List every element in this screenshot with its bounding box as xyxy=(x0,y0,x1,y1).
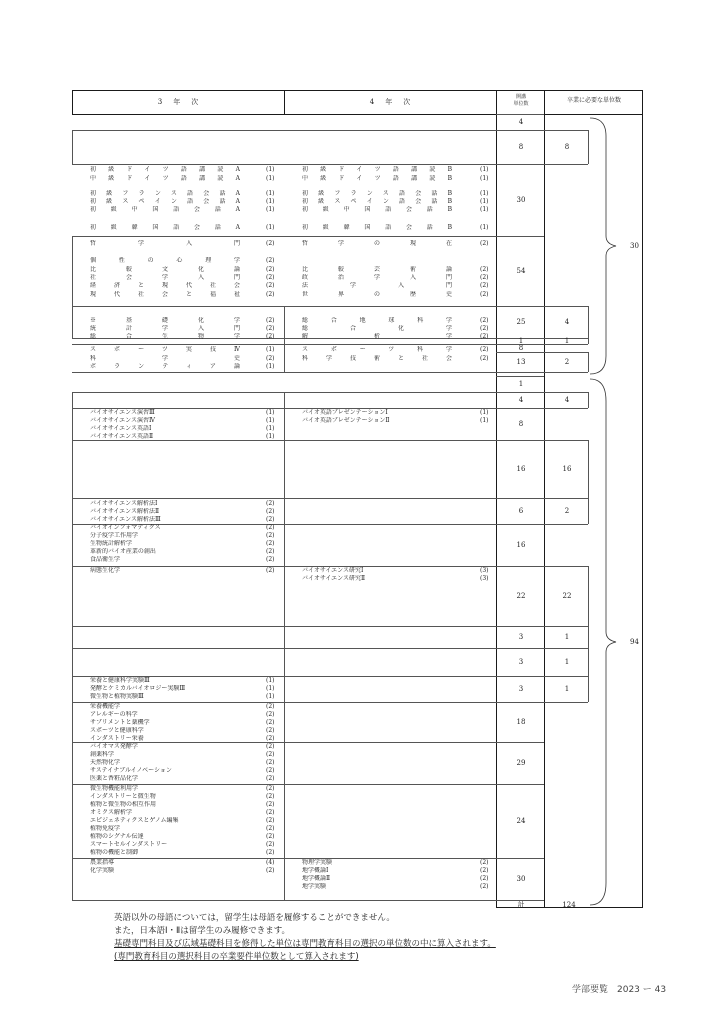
upper-year4-credit: (2) xyxy=(480,317,489,324)
lower-divider-3-4-8 xyxy=(284,676,285,702)
upper-year3-credit: (1) xyxy=(266,198,275,205)
upper-brace-total: 30 xyxy=(630,242,639,250)
upper-divider-3-4 xyxy=(284,306,285,372)
upper-year3-course: 初級韓国語会話A xyxy=(90,224,240,231)
lower-year3-course: 栄養と健康科学実験Ⅲ xyxy=(90,677,150,684)
upper-required-box-top-1 xyxy=(544,306,588,307)
upper-year3-credit: (2) xyxy=(266,282,275,289)
lower-credits-offered: 1 xyxy=(518,379,524,388)
lower-year3-credit: (1) xyxy=(266,409,275,416)
upper-year4-course: 法学入門 xyxy=(302,282,452,289)
lower-required-box-top-2 xyxy=(544,498,588,499)
lower-year3-course: バイオサイエンス解析法Ⅰ xyxy=(90,500,158,507)
upper-year3-course: 初級フランス語会話A xyxy=(90,190,240,197)
upper-year3-credit: (2) xyxy=(266,355,275,362)
lower-year3-credit: (2) xyxy=(266,727,275,734)
lower-year3-credit: (2) xyxy=(266,711,275,718)
lower-divider-3-4-0 xyxy=(284,392,285,408)
upper-block-bottom xyxy=(72,372,496,373)
lower-credits-offered: 16 xyxy=(516,540,526,549)
upper-year4-course: 総合地球科学 xyxy=(302,317,452,324)
lower-frame-left-0 xyxy=(72,392,73,408)
lower-year4-credit: (1) xyxy=(480,409,489,416)
lower-year3-course: 植物の機能と制御 xyxy=(90,849,139,856)
lower-year3-credit: (2) xyxy=(266,809,275,816)
lower-year3-credit: (2) xyxy=(266,751,275,758)
upper-year4-credit: (2) xyxy=(480,266,489,273)
lower-year3-course: 栄養機能学 xyxy=(90,703,121,710)
lower-year3-credit: (2) xyxy=(266,567,275,574)
header-year3: 3 年 次 xyxy=(157,98,201,106)
lower-frame-left-5 xyxy=(72,566,73,626)
lower-frame-left-1 xyxy=(72,408,73,440)
upper-year4-course: 初級フランス語会話B xyxy=(302,190,452,197)
upper-year3-course: ボランティア論 xyxy=(90,363,240,370)
lower-credit-row-line-7 xyxy=(496,626,544,627)
lower-year3-credit: (1) xyxy=(266,417,275,424)
lower-year3-course: 植物のシグナル伝達 xyxy=(90,833,144,840)
upper-credits-offered: 13 xyxy=(516,357,526,366)
upper-credits-offered: 1 xyxy=(518,336,524,345)
upper-year4-course: 比較芸術論 xyxy=(302,266,452,273)
upper-year4-credit: (2) xyxy=(480,274,489,281)
lower-year3-course: スポーツと健康科学 xyxy=(90,727,144,734)
lower-year3-credit: (1) xyxy=(266,693,275,700)
lower-year3-course: 革新的バイオ産業の創出 xyxy=(90,548,156,555)
lower-year4-course: 物理学実験 xyxy=(302,859,333,866)
lower-frame-left-11 xyxy=(72,784,73,858)
upper-year4-course: 政治学入門 xyxy=(302,274,452,281)
lower-credits-offered: 3 xyxy=(518,657,524,666)
lower-required-box-bottom-6 xyxy=(544,702,588,703)
lower-year3-course: 食品衛生学 xyxy=(90,556,121,563)
lower-year4-course: バイオサイエンス研究Ⅰ xyxy=(302,567,364,574)
lower-frame-left-9 xyxy=(72,702,73,742)
lower-credits-required: 22 xyxy=(562,591,572,600)
lower-year3-credit: (2) xyxy=(266,759,275,766)
lower-credits-offered: 29 xyxy=(516,758,526,767)
lower-year3-credit: (2) xyxy=(266,785,275,792)
table-right-border xyxy=(642,90,643,908)
upper-year3-credit: (2) xyxy=(266,266,275,273)
lower-credit-row-line-0 xyxy=(496,376,544,377)
lower-year4-course: バイオ英語プレゼンテーションⅠ xyxy=(302,409,388,416)
upper-year3-credit: (2) xyxy=(266,240,275,247)
lower-year3-credit: (2) xyxy=(266,703,275,710)
lower-year3-course: サステイナブルイノベーション xyxy=(90,767,172,774)
lower-year3-credit: (2) xyxy=(266,548,275,555)
note-line-2: また，日本語Ⅰ・Ⅱは留学生のみ履修できます。 xyxy=(114,926,291,936)
upper-year3-course: 個性の心理学 xyxy=(90,257,240,264)
upper-year3-course: 科学史 xyxy=(90,355,240,362)
lower-required-box-bottom-0 xyxy=(544,408,588,409)
lower-year3-course: エピジェネティクスとゲノム編集 xyxy=(90,817,179,824)
upper-frame-bottom-0 xyxy=(72,164,496,165)
lower-year3-course: オミクス解析学 xyxy=(90,809,132,816)
lower-divider-3-4-4 xyxy=(284,524,285,566)
lower-block-bottom xyxy=(72,900,496,901)
lower-year4-course: バイオサイエンス研究Ⅱ xyxy=(302,575,366,582)
upper-year3-credit: (2) xyxy=(266,291,275,298)
upper-credits-required: 2 xyxy=(564,357,570,366)
lower-divider-3-4-1 xyxy=(284,408,285,440)
lower-credits-offered: 6 xyxy=(518,506,524,515)
lower-year3-course: 農業指導 xyxy=(90,859,115,866)
upper-year4-credit: (1) xyxy=(480,166,489,173)
upper-year3-course: 統計学入門 xyxy=(90,325,240,332)
lower-credits-offered: 22 xyxy=(516,591,526,600)
upper-year3-credit: (1) xyxy=(266,166,275,173)
lower-year3-course: 植物と微生物の相互作用 xyxy=(90,801,157,808)
lower-required-box-top-6 xyxy=(544,676,588,677)
lower-required-box-top-5 xyxy=(544,648,588,649)
lower-credits-required: 1 xyxy=(564,657,570,666)
lower-credit-row-line-11 xyxy=(496,742,544,743)
lower-frame-left-3 xyxy=(72,498,73,524)
lower-frame-left-10 xyxy=(72,742,73,784)
upper-year4-course: 初級ドイツ語講読B xyxy=(302,166,452,173)
upper-frame-left-1 xyxy=(72,236,73,306)
lower-year3-course: 創薬科学 xyxy=(90,751,115,758)
header-credits-required: 卒業に必要な単位数 xyxy=(566,97,621,104)
upper-year3-credit: (2) xyxy=(266,274,275,281)
lower-required-box-top-4 xyxy=(544,626,588,627)
upper-required-box-bottom-0 xyxy=(544,164,588,165)
upper-year4-credit: (1) xyxy=(480,190,489,197)
lower-divider-3-4-3 xyxy=(284,498,285,524)
lower-year3-credit: (2) xyxy=(266,508,275,515)
upper-year3-course: 初級ドイツ語講読A xyxy=(90,166,240,173)
upper-credit-row-line-1 xyxy=(496,130,544,131)
lower-required-box-top-1 xyxy=(544,440,588,441)
lower-year4-credit: (1) xyxy=(480,417,489,424)
header-divider-3-4 xyxy=(284,90,285,114)
upper-year4-course: 初級韓国語会話B xyxy=(302,224,452,231)
upper-year3-course: 哲学入門 xyxy=(90,240,240,247)
lower-year3-credit: (2) xyxy=(266,556,275,563)
lower-year3-credit: (2) xyxy=(266,867,275,874)
lower-year3-credit: (1) xyxy=(266,433,275,440)
lower-year3-course: バイオインフォマティクス xyxy=(90,524,161,531)
upper-frame-top-1 xyxy=(72,236,496,237)
lower-year3-credit: (4) xyxy=(266,859,275,866)
upper-year4-course: 中級ドイツ語講読B xyxy=(302,175,452,182)
lower-credits-required: 1 xyxy=(564,684,570,693)
lower-year3-credit: (2) xyxy=(266,841,275,848)
upper-year4-credit: (1) xyxy=(480,206,489,213)
lower-year3-credit: (2) xyxy=(266,516,275,523)
lower-year3-credit: (2) xyxy=(266,849,275,856)
upper-credit-row-line-8 xyxy=(496,372,544,373)
lower-credit-row-line-12 xyxy=(496,784,544,785)
lower-credits-offered: 4 xyxy=(518,395,524,404)
header-credits-offered: 開講 単位数 xyxy=(513,94,529,107)
lower-credits-offered: 18 xyxy=(516,717,526,726)
upper-year3-credit: (1) xyxy=(266,346,275,353)
upper-year3-course: スポーツ実技Ⅳ xyxy=(90,346,240,353)
upper-year3-credit: (2) xyxy=(266,257,275,264)
upper-year3-course: 初級中国語会話A xyxy=(90,206,240,213)
upper-required-box-top-3 xyxy=(544,352,588,353)
upper-credit-row-line-3 xyxy=(496,236,544,237)
upper-credit-row-line-4 xyxy=(496,306,544,307)
upper-credits-required: 4 xyxy=(564,317,570,326)
lower-year3-course: 化学実験 xyxy=(90,867,115,874)
upper-year4-credit: (2) xyxy=(480,282,489,289)
note-line-4: (専門教育科目の選択科目の卒業要件単位数として算入されます) xyxy=(114,952,359,962)
upper-credits-offered: 30 xyxy=(516,195,526,204)
upper-year3-credit: (2) xyxy=(266,333,275,340)
lower-year3-course: 微生物と植物実験Ⅲ xyxy=(90,693,144,700)
note-line-3: 基礎専門科目及び広域基礎科目を修得した単位は専門教育科目の選択の単位数の中に算入されます。 xyxy=(114,939,496,949)
lower-credit-row-line-8 xyxy=(496,648,544,649)
lower-required-box-top-0 xyxy=(544,392,588,393)
upper-year3-course: 総合生物学 xyxy=(90,333,240,340)
lower-year3-credit: (2) xyxy=(266,833,275,840)
upper-year4-credit: (2) xyxy=(480,291,489,298)
lower-credits-offered: 16 xyxy=(516,464,526,473)
table-top-border xyxy=(72,90,642,91)
lower-brace xyxy=(588,377,618,907)
lower-frame-left-4 xyxy=(72,524,73,566)
upper-year4-course: 世界の歴史 xyxy=(302,291,452,298)
upper-credits-offered: 25 xyxy=(516,317,526,326)
lower-divider-3-4-6 xyxy=(284,626,285,648)
total-value: 124 xyxy=(562,901,576,909)
lower-year3-credit: (2) xyxy=(266,801,275,808)
upper-year3-course: 社会学入門 xyxy=(90,274,240,281)
lower-year4-credit: (2) xyxy=(480,859,489,866)
upper-brace xyxy=(588,116,618,376)
lower-year3-course: 分子疫学工作用学 xyxy=(90,532,139,539)
upper-year4-credit: (1) xyxy=(480,175,489,182)
upper-year3-credit: (1) xyxy=(266,190,275,197)
lower-year4-credit: (3) xyxy=(480,567,489,574)
upper-required-box-bottom-3 xyxy=(544,372,588,373)
lower-year3-course: サプリメントと薬機学 xyxy=(90,719,150,726)
lower-year4-course: 地学概論Ⅰ xyxy=(302,867,329,874)
lower-year3-course: バイオサイエンス解析法Ⅲ xyxy=(90,516,161,523)
upper-frame-left-0 xyxy=(72,130,73,164)
lower-credit-row-line-3 xyxy=(496,440,544,441)
upper-credits-offered: 54 xyxy=(516,266,526,275)
upper-year3-course: ※基礎化学 xyxy=(90,317,240,324)
lower-year3-course: 天然物化学 xyxy=(90,759,121,766)
upper-frame-left-2 xyxy=(72,306,73,338)
upper-credit-row-line-2 xyxy=(496,164,544,165)
upper-year3-course: 比較文化論 xyxy=(90,266,240,273)
lower-year3-credit: (2) xyxy=(266,524,275,531)
lower-year3-course: バイオサイエンス英語Ⅱ xyxy=(90,433,154,440)
table-header-bottom-border xyxy=(72,114,642,115)
upper-year4-course: 総合化学 xyxy=(302,325,452,332)
lower-divider-3-4-9 xyxy=(284,702,285,742)
upper-year4-course: スポーツ科学 xyxy=(302,346,452,353)
lower-credits-offered: 3 xyxy=(518,684,524,693)
lower-year3-course: 発酵とケミカルバイオロジー実験Ⅲ xyxy=(90,685,186,692)
lower-year3-credit: (2) xyxy=(266,767,275,774)
lower-year3-course: 植物免疫学 xyxy=(90,825,121,832)
lower-year3-credit: (1) xyxy=(266,677,275,684)
lower-credit-row-line-10 xyxy=(496,702,544,703)
upper-credits-offered: 8 xyxy=(518,142,524,151)
lower-year4-course: 地学実験 xyxy=(302,883,327,890)
lower-year3-credit: (2) xyxy=(266,719,275,726)
lower-year3-course: 生物統計解析学 xyxy=(90,540,133,547)
upper-year4-course: 初級スペイン語会話B xyxy=(302,198,452,205)
lower-year3-course: バイオサイエンス演習Ⅳ xyxy=(90,417,155,424)
lower-credits-offered: 30 xyxy=(516,874,526,883)
lower-divider-3-4-12 xyxy=(284,858,285,900)
lower-year3-credit: (2) xyxy=(266,817,275,824)
lower-year3-credit: (2) xyxy=(266,735,275,742)
upper-year3-credit: (2) xyxy=(266,325,275,332)
lower-year3-course: 医薬と香粧品化学 xyxy=(90,775,139,782)
lower-credit-row-line-13 xyxy=(496,858,544,859)
lower-frame-left-2 xyxy=(72,440,73,498)
upper-year3-course: 現代社会と福祉 xyxy=(90,291,240,298)
upper-year4-course: 科学技術と社会 xyxy=(302,355,452,362)
lower-required-box-top-3 xyxy=(544,566,588,567)
lower-divider-3-4-11 xyxy=(284,784,285,858)
lower-divider-3-4-10 xyxy=(284,742,285,784)
lower-divider-3-4-5 xyxy=(284,566,285,626)
upper-credit-row-line-0 xyxy=(496,114,544,115)
lower-year3-course: バイオサイエンス演習Ⅲ xyxy=(90,409,155,416)
upper-year3-course: 経済と現代社会 xyxy=(90,282,240,289)
lower-credits-required: 16 xyxy=(562,464,572,473)
lower-year3-course: バイオマス発酵学 xyxy=(90,743,138,750)
lower-year4-credit: (2) xyxy=(480,867,489,874)
credits-offered-right-border xyxy=(544,90,545,908)
upper-credits-offered: 8 xyxy=(518,343,524,352)
lower-year3-credit: (2) xyxy=(266,825,275,832)
lower-required-box-bottom-2 xyxy=(544,524,588,525)
total-label: 計 xyxy=(517,901,525,909)
upper-credits-required: 1 xyxy=(564,336,570,345)
lower-credit-row-line-9 xyxy=(496,676,544,677)
lower-year3-course: スマートセルインダストリー xyxy=(90,841,168,848)
upper-year4-credit: (2) xyxy=(480,355,489,362)
lower-credits-required: 1 xyxy=(564,632,570,641)
table-left-header-border xyxy=(72,90,73,114)
upper-year4-course: 哲学の現在 xyxy=(302,240,452,247)
lower-year3-credit: (1) xyxy=(266,425,275,432)
upper-credits-offered: 4 xyxy=(518,117,524,126)
lower-year3-credit: (2) xyxy=(266,775,275,782)
lower-year4-credit: (2) xyxy=(480,883,489,890)
header-year4: 4 年 次 xyxy=(369,98,413,106)
lower-credit-row-line-4 xyxy=(496,498,544,499)
upper-year3-course: 中級ドイツ語講読A xyxy=(90,175,240,182)
upper-year4-credit: (1) xyxy=(480,198,489,205)
lower-year3-course: アレルギーの科学 xyxy=(90,711,138,718)
lower-credit-row-line-2 xyxy=(496,408,544,409)
upper-year3-course: 初級スペイン語会話A xyxy=(90,198,240,205)
lower-divider-3-4-7 xyxy=(284,648,285,676)
lower-year3-course: 病態生化学 xyxy=(90,567,121,574)
lower-year3-credit: (2) xyxy=(266,793,275,800)
lower-year3-course: インダストリーと微生物 xyxy=(90,793,156,800)
lower-year4-course: 地学概論Ⅱ xyxy=(302,875,331,882)
upper-year4-credit: (2) xyxy=(480,333,489,340)
lower-credit-row-line-1 xyxy=(496,392,544,393)
credits-offered-left-border xyxy=(496,90,497,908)
upper-year3-credit: (1) xyxy=(266,224,275,231)
lower-credits-required: 4 xyxy=(564,395,570,404)
lower-year3-credit: (2) xyxy=(266,743,275,750)
lower-year3-course: インダストリー栄養 xyxy=(90,735,144,742)
lower-frame-left-6 xyxy=(72,626,73,648)
note-line-1: 英語以外の母語については，留学生は母語を履修することができません。 xyxy=(114,913,395,923)
lower-divider-3-4-2 xyxy=(284,440,285,498)
upper-year4-credit: (2) xyxy=(480,325,489,332)
upper-year3-credit: (1) xyxy=(266,175,275,182)
page-footer: 学部要覧 2023 ー 43 xyxy=(572,985,667,995)
lower-brace-total: 94 xyxy=(630,638,639,646)
upper-credits-required: 8 xyxy=(564,142,570,151)
lower-year3-credit: (2) xyxy=(266,532,275,539)
lower-credit-row-line-5 xyxy=(496,524,544,525)
upper-year3-credit: (1) xyxy=(266,206,275,213)
lower-credit-row-line-6 xyxy=(496,566,544,567)
lower-year3-credit: (2) xyxy=(266,500,275,507)
lower-credits-offered: 8 xyxy=(518,419,524,428)
upper-year4-course: 解析学 xyxy=(302,333,452,340)
upper-required-box-top-0 xyxy=(544,130,588,131)
upper-year4-course: 初級中国語会話B xyxy=(302,206,452,213)
lower-credits-required: 2 xyxy=(564,506,570,515)
lower-frame-left-12 xyxy=(72,858,73,900)
upper-year4-credit: (1) xyxy=(480,224,489,231)
upper-frame-top-0 xyxy=(72,130,496,131)
lower-frame-left-7 xyxy=(72,648,73,676)
upper-year4-credit: (2) xyxy=(480,240,489,247)
lower-year4-course: バイオ英語プレゼンテーションⅡ xyxy=(302,417,390,424)
upper-year3-credit: (1) xyxy=(266,363,275,370)
upper-year4-credit: (2) xyxy=(480,346,489,353)
lower-credits-offered: 24 xyxy=(516,816,526,825)
lower-credits-offered: 3 xyxy=(518,632,524,641)
upper-year3-credit: (2) xyxy=(266,317,275,324)
lower-year4-credit: (3) xyxy=(480,575,489,582)
lower-year3-credit: (2) xyxy=(266,540,275,547)
lower-year3-course: 微生物機能利用学 xyxy=(90,785,139,792)
lower-year3-credit: (1) xyxy=(266,685,275,692)
lower-year3-course: バイオサイエンス英語Ⅰ xyxy=(90,425,152,432)
lower-year3-course: バイオサイエンス解析法Ⅱ xyxy=(90,508,160,515)
lower-year4-credit: (2) xyxy=(480,875,489,882)
lower-frame-left-8 xyxy=(72,676,73,702)
